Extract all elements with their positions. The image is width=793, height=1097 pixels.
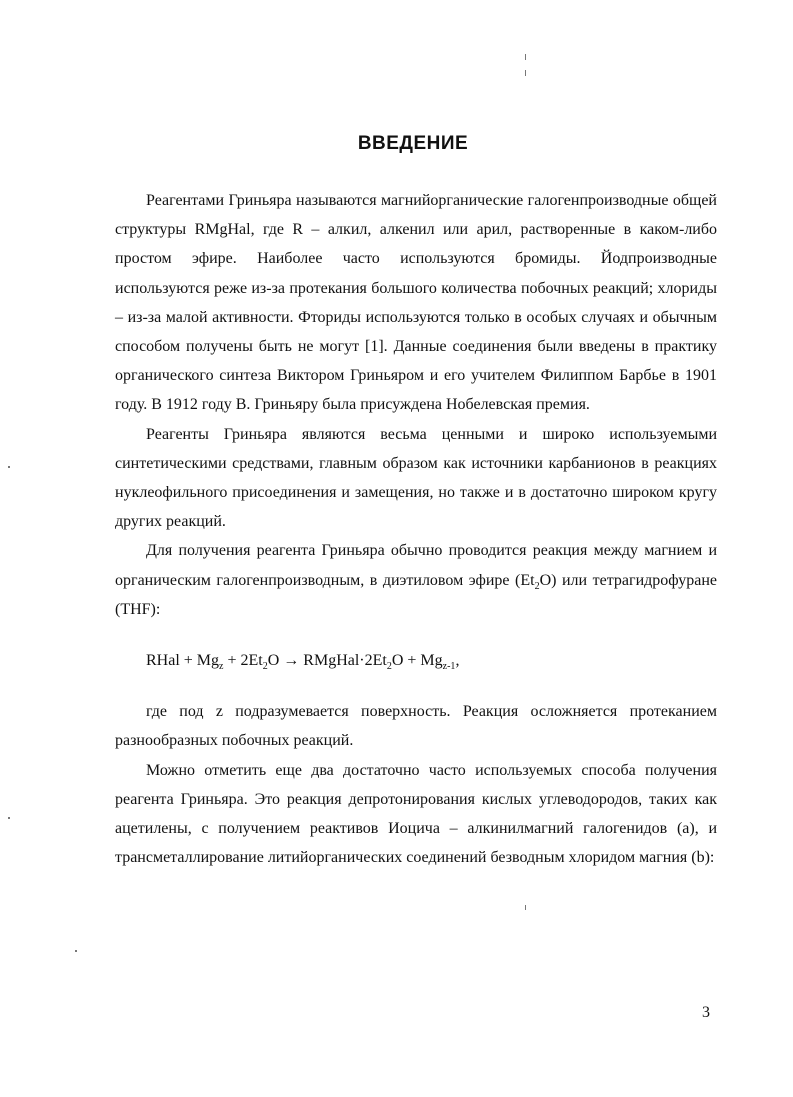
formula-sub-4: z-1	[442, 661, 456, 673]
formula-part-5: ,	[455, 652, 460, 670]
page-number: 3	[702, 1004, 710, 1021]
scan-speck	[8, 466, 10, 468]
scan-speck	[525, 54, 526, 60]
scan-speck	[8, 817, 10, 819]
paragraph-4: где под z подразумевается поверхность. Реакция осложняется протеканием разнообразных побочных реакций.	[115, 703, 717, 750]
scan-speck	[525, 905, 526, 910]
body-text	[115, 186, 717, 872]
paragraph-3-subscript: 2	[534, 580, 540, 592]
formula-part-2: + 2Et	[223, 652, 263, 670]
paragraph-3-text-b: O) или тетрагидрофуране (THF):	[115, 571, 718, 618]
formula-sub-1: z	[219, 661, 224, 673]
scan-speck	[75, 950, 77, 952]
page-title: ВВЕДЕНИЕ	[357, 133, 469, 154]
paragraph-5: Можно отметить еще два достаточно часто используемых способа получения реагента Гриньяра. Это реакция депротонирования кислых углеводородов, таких как ацетилены, с получением реактивов Иоцича – алкинилмагний галогенидов (a), и трансметаллирование литийорганических соединений безводным хлоридом магния (b):	[115, 761, 717, 867]
paragraph-2: Реагенты Гриньяра являются весьма ценными и широко используемыми синтетическими средствами, главным образом как источники карбанионов в реакциях нуклеофильного присоединения и замещения, но также и в достаточно широком кругу других реакций.	[115, 425, 717, 531]
reaction-equation	[115, 646, 717, 675]
formula-part-1: RHal + Mg	[146, 652, 220, 670]
paragraph-3	[115, 536, 717, 624]
paragraph-1: Реагентами Гриньяра называются магнийорганические галогенпроизводные общей структуры RMgHal, где R – алкил, алкенил или арил, растворенные в каком-либо простом эфире. Наиболее часто используются бромиды. Йодпроизводные используются реже из-за протекания большого количества побочных реакций; хлориды – из-за малой активности. Фториды используются только в особых случаях и обычным способом получены быть не могут [1]. Данные соединения были введены в практику органического синтеза Виктором Гриньяром и его учителем Филиппом Барбье в 1901 году. В 1912 году В. Гриньяру была присуждена Нобелевская премия.	[115, 192, 717, 414]
scan-speck	[525, 70, 526, 76]
formula-sub-3: 2	[386, 661, 392, 673]
formula-sub-2: 2	[262, 661, 268, 673]
paragraph-3-text-a: Для получения реагента Гриньяра обычно проводится реакция между магнием и органическим галогенпроизводным, в диэтиловом эфире (Et	[115, 542, 717, 589]
formula-part-4: O + Mg	[391, 652, 443, 670]
formula-part-3: O → RMgHal·2Et	[267, 652, 387, 670]
